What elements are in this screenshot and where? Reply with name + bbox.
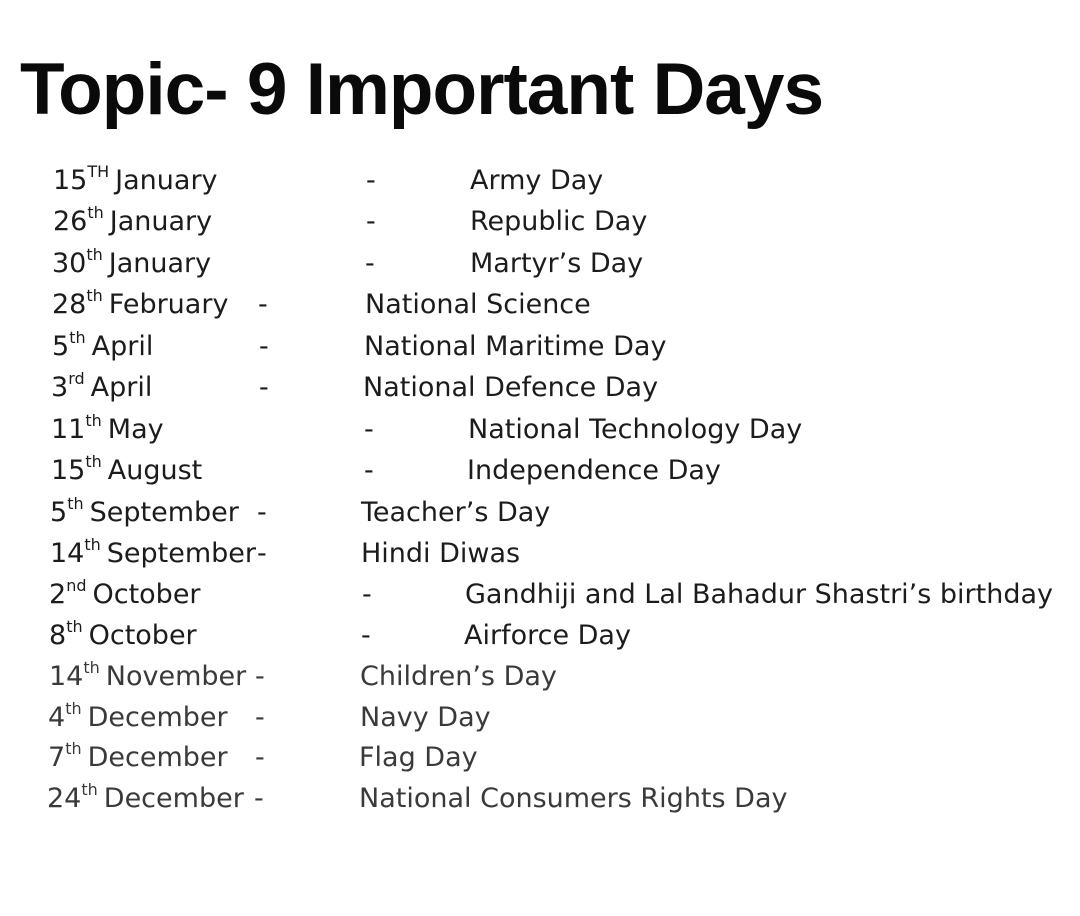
date xyxy=(50,533,256,574)
month: August xyxy=(107,455,203,486)
day-number: 15 xyxy=(53,165,88,196)
ordinal-suffix: th xyxy=(66,617,83,636)
date xyxy=(52,326,153,367)
list-item xyxy=(0,533,1080,574)
list-item xyxy=(0,243,1080,284)
month: May xyxy=(107,414,164,445)
ordinal-suffix: nd xyxy=(66,576,87,595)
list-item xyxy=(0,574,1080,615)
event-name: Hindi Diwas xyxy=(361,538,521,569)
month: September xyxy=(106,538,257,569)
day-number: 4 xyxy=(48,702,66,733)
month: November xyxy=(105,661,247,692)
day-number: 7 xyxy=(48,742,66,773)
month: February xyxy=(108,289,229,320)
date xyxy=(49,615,197,656)
separator-dash: - xyxy=(362,579,372,610)
month: April xyxy=(91,331,154,362)
list-item xyxy=(0,284,1080,325)
list-item xyxy=(0,160,1080,201)
separator-dash: - xyxy=(259,331,269,362)
date xyxy=(53,160,218,201)
list-item xyxy=(0,326,1080,367)
ordinal-suffix: rd xyxy=(68,369,85,388)
separator-dash: - xyxy=(255,742,265,773)
month: January xyxy=(109,206,213,237)
separator-dash: - xyxy=(364,455,374,486)
day-number: 5 xyxy=(52,331,70,362)
date xyxy=(52,284,228,325)
list-item xyxy=(0,367,1080,408)
day-number: 5 xyxy=(50,497,68,528)
event-name: National Technology Day xyxy=(468,414,803,445)
separator-dash: - xyxy=(361,620,371,651)
event-name: Flag Day xyxy=(359,742,478,773)
separator-dash: - xyxy=(365,248,375,279)
date xyxy=(51,367,152,408)
list-item xyxy=(0,492,1080,533)
separator-dash: - xyxy=(255,702,265,733)
separator-dash: - xyxy=(364,414,374,445)
list-item xyxy=(0,201,1080,242)
ordinal-suffix: th xyxy=(69,328,86,347)
event-name: National Defence Day xyxy=(363,372,659,403)
ordinal-suffix: th xyxy=(65,739,82,758)
date xyxy=(49,656,246,697)
month: December xyxy=(87,702,228,733)
date xyxy=(49,574,201,615)
month: December xyxy=(103,783,244,814)
list-item xyxy=(0,450,1080,491)
ordinal-suffix: th xyxy=(84,535,101,554)
day-number: 26 xyxy=(53,206,88,237)
list-item xyxy=(0,697,1080,738)
day-number: 3 xyxy=(51,372,69,403)
date xyxy=(48,737,228,778)
separator-dash: - xyxy=(257,497,267,528)
ordinal-suffix: th xyxy=(83,658,100,677)
month: December xyxy=(87,742,228,773)
separator-dash: - xyxy=(259,372,269,403)
separator-dash: - xyxy=(254,783,264,814)
event-name: Republic Day xyxy=(470,206,648,237)
month: October xyxy=(88,620,197,651)
ordinal-suffix: th xyxy=(86,286,103,305)
list-item xyxy=(0,615,1080,656)
month: September xyxy=(89,497,239,528)
ordinal-suffix: th xyxy=(81,780,98,799)
month: April xyxy=(90,372,153,403)
ordinal-suffix: th xyxy=(85,452,102,471)
event-name: Martyr’s Day xyxy=(470,248,644,279)
separator-dash: - xyxy=(366,165,376,196)
page-title: Topic- 9 Important Days xyxy=(20,49,824,130)
ordinal-suffix: th xyxy=(67,494,84,513)
ordinal-suffix: th xyxy=(65,699,82,718)
event-name: Children’s Day xyxy=(360,661,557,692)
month: January xyxy=(115,165,218,196)
month: October xyxy=(92,579,201,610)
event-name: Navy Day xyxy=(360,702,491,733)
date xyxy=(52,243,211,284)
date xyxy=(47,778,244,819)
day-number: 14 xyxy=(50,538,85,569)
date xyxy=(50,492,239,533)
event-name: Independence Day xyxy=(467,455,721,486)
day-number: 24 xyxy=(47,783,82,814)
list-item xyxy=(0,409,1080,450)
event-name: Gandhiji and Lal Bahadur Shastri’s birthday xyxy=(465,579,1054,610)
list-item xyxy=(0,778,1080,819)
date xyxy=(53,201,212,242)
ordinal-suffix: th xyxy=(87,203,104,222)
ordinal-suffix: th xyxy=(85,411,102,430)
list-item xyxy=(0,656,1080,697)
date xyxy=(48,697,228,738)
day-number: 28 xyxy=(52,289,87,320)
date xyxy=(51,409,164,450)
day-number: 14 xyxy=(49,661,84,692)
day-number: 15 xyxy=(51,455,86,486)
event-name: National Maritime Day xyxy=(364,331,667,362)
separator-dash: - xyxy=(257,538,267,569)
event-name: Teacher’s Day xyxy=(361,497,551,528)
day-number: 8 xyxy=(49,620,67,651)
separator-dash: - xyxy=(366,206,376,237)
month: January xyxy=(108,248,212,279)
event-name: Airforce Day xyxy=(464,620,631,651)
event-name: National Science xyxy=(365,289,591,320)
date xyxy=(51,450,202,491)
separator-dash: - xyxy=(255,661,265,692)
event-name: National Consumers Rights Day xyxy=(359,783,788,814)
list-item xyxy=(0,737,1080,778)
day-number: 11 xyxy=(51,414,86,445)
ordinal-suffix: th xyxy=(86,245,103,264)
day-number: 30 xyxy=(52,248,87,279)
separator-dash: - xyxy=(258,289,268,320)
day-number: 2 xyxy=(49,579,67,610)
event-name: Army Day xyxy=(470,165,604,196)
ordinal-suffix: TH xyxy=(87,162,110,181)
